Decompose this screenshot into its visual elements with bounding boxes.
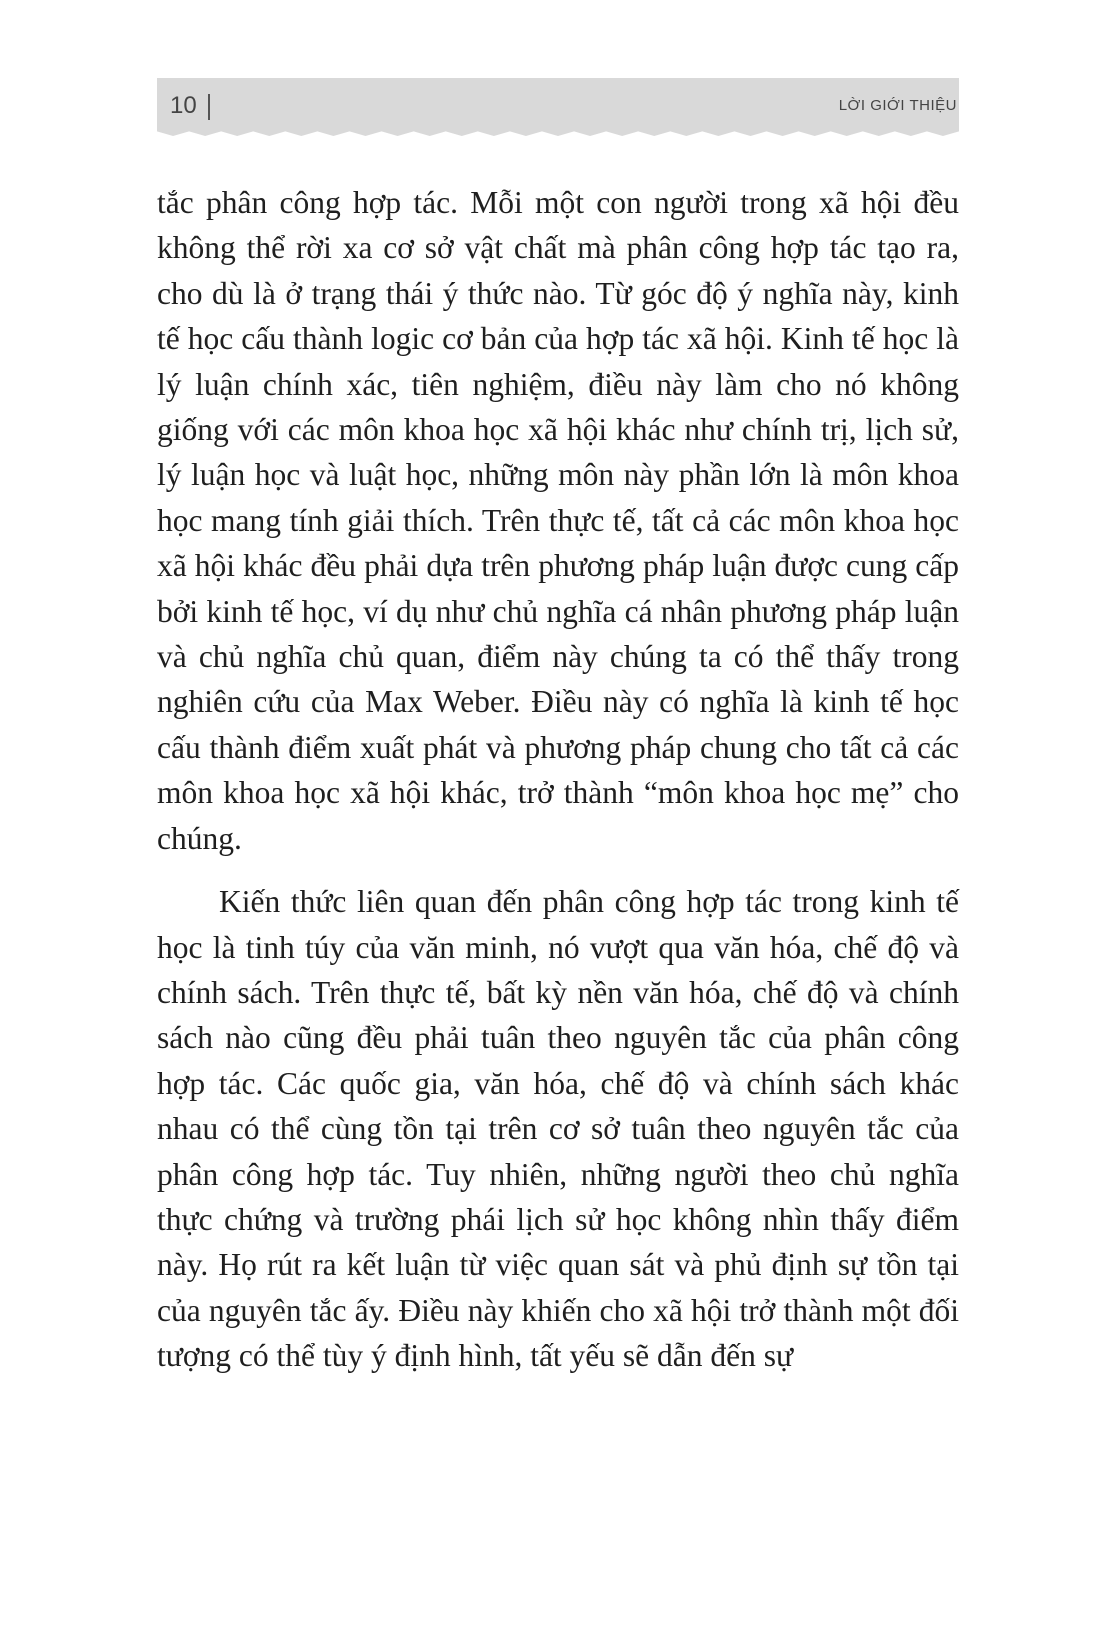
- running-title: LỜI GIỚI THIỆU: [838, 97, 957, 114]
- body-text: [157, 180, 959, 1379]
- paragraph: tắc phân công hợp tác. Mỗi một con người trong xã hội đều không thể rời xa cơ sở vật chất mà phân công hợp tác tạo ra, cho dù là ở trạng thái ý thức nào. Từ góc độ ý nghĩa này, kinh tế học cấu thành logic cơ bản của hợp tác xã hội. Kinh tế học là lý luận chính xác, tiên nghiệm, điều này làm cho nó không giống với các môn khoa học xã hội khác như chính trị, lịch sử, lý luận học và luật học, những môn này phần lớn là môn khoa học mang tính giải thích. Trên thực tế, tất cả các môn khoa học xã hội khác đều phải dựa trên phương pháp luận được cung cấp bởi kinh tế học, ví dụ như chủ nghĩa cá nhân phương pháp luận và chủ nghĩa chủ quan, điểm này chúng ta có thể thấy trong nghiên cứu của Max Weber. Điều này có nghĩa là kinh tế học cấu thành điểm xuất phát và phương pháp chung cho tất cả các môn khoa học xã hội khác, trở thành “môn khoa học mẹ” cho chúng.: [157, 185, 959, 856]
- page-number: 10: [170, 92, 197, 119]
- header-divider: [208, 94, 210, 120]
- paragraph: Kiến thức liên quan đến phân công hợp tác trong kinh tế học là tinh túy của văn minh, nó vượt qua văn hóa, chế độ và chính sách. Trên thực tế, bất kỳ nền văn hóa, chế độ và chính sách nào cũng đều phải tuân theo nguyên tắc của phân công hợp tác. Các quốc gia, văn hóa, chế độ và chính sách khác nhau có thể cùng tồn tại trên cơ sở tuân theo nguyên tắc của phân công hợp tác. Tuy nhiên, những người theo chủ nghĩa thực chứng và trường phái lịch sử học không nhìn thấy điểm này. Họ rút ra kết luận từ việc quan sát và phủ định sự tồn tại của nguyên tắc ấy. Điều này khiến cho xã hội trở thành một đối tượng có thể tùy ý định hình, tất yếu sẽ dẫn đến sự: [157, 884, 959, 1374]
